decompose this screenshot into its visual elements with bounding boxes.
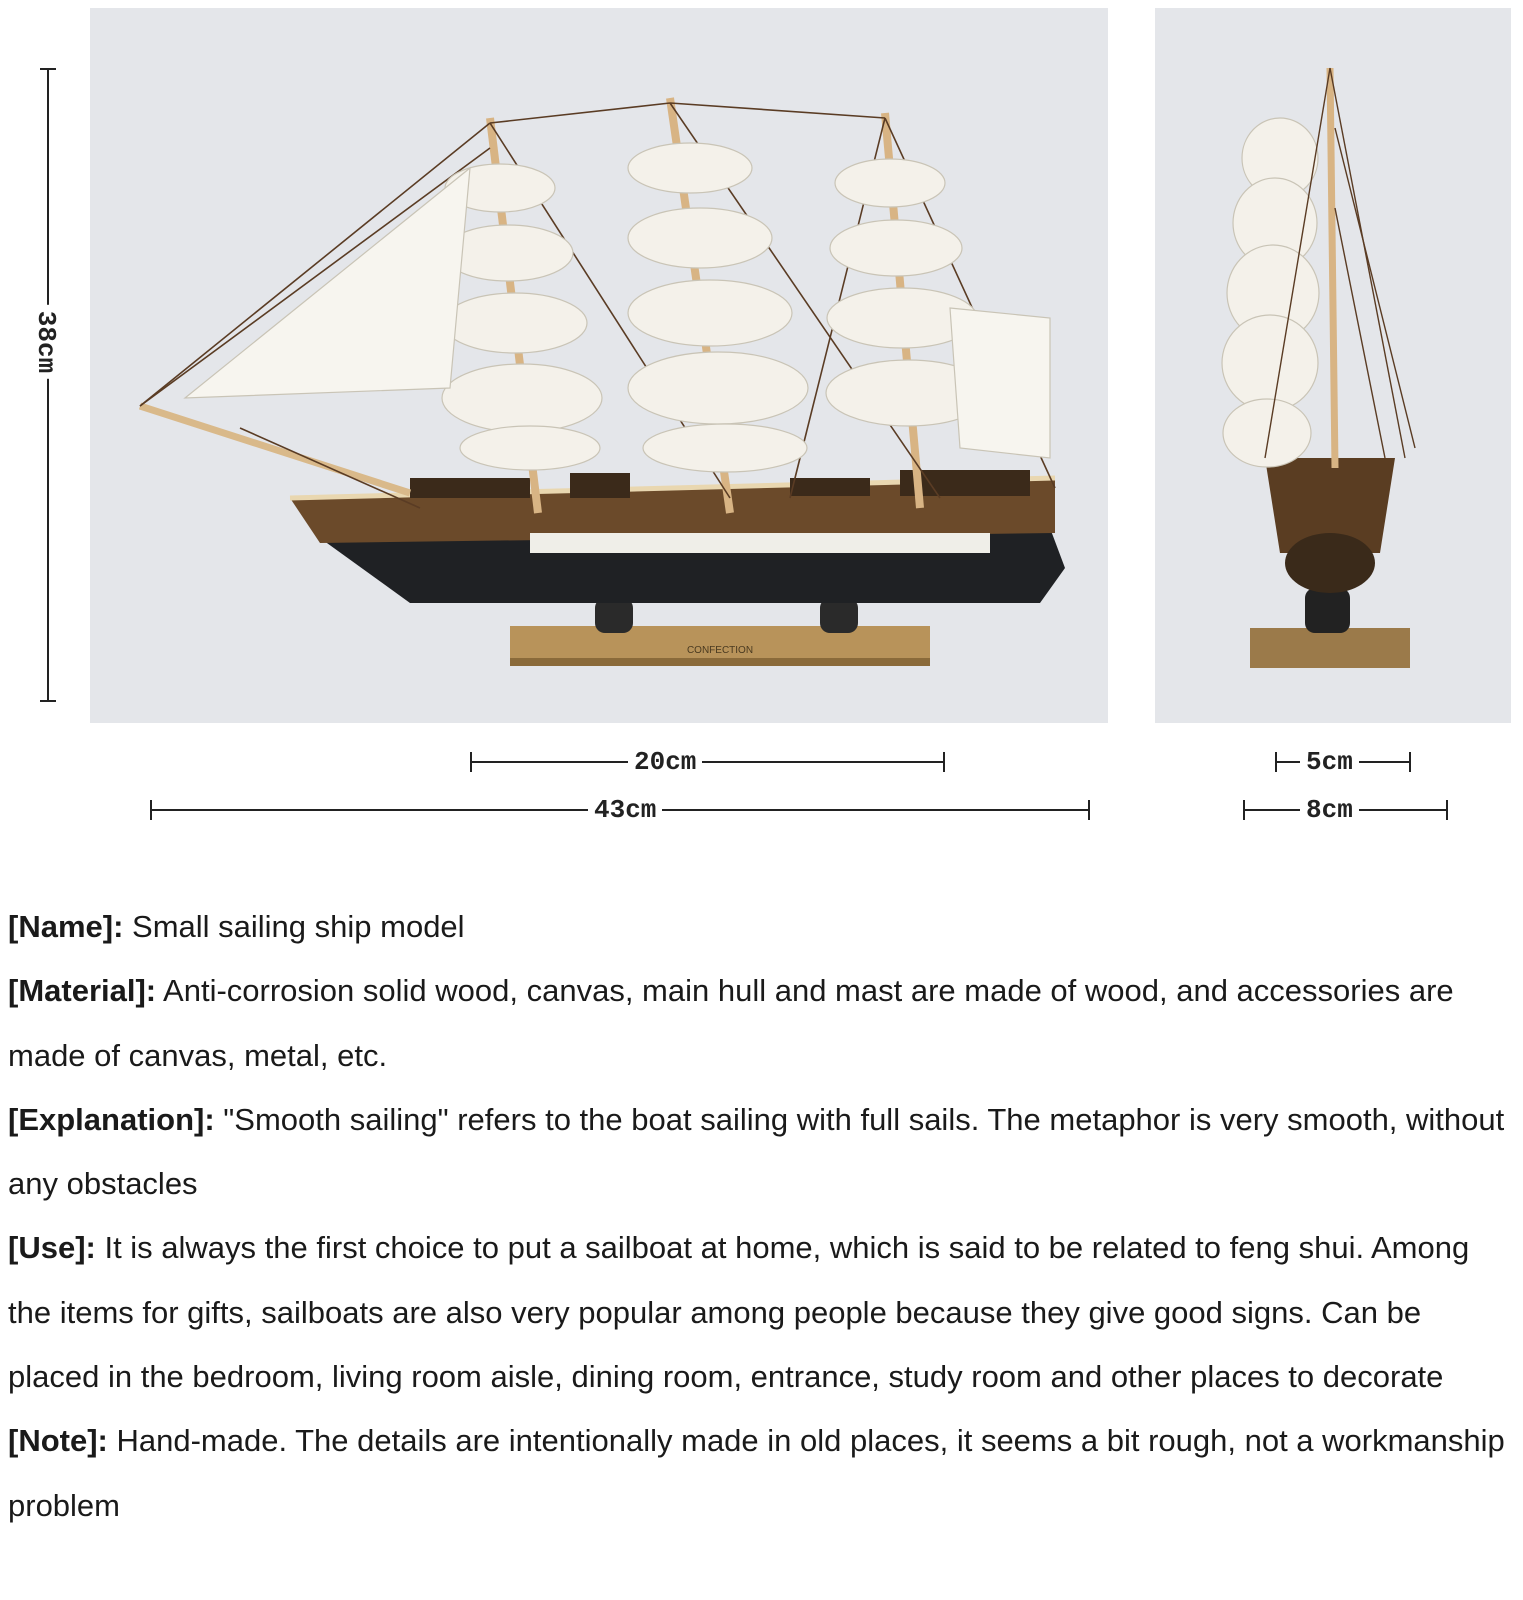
ship-front-view-photo bbox=[1155, 8, 1511, 723]
height-label: 38cm bbox=[31, 305, 61, 379]
mast-span-dimension bbox=[470, 752, 945, 777]
stand-post-right bbox=[820, 598, 858, 633]
front-outer-label: 8cm bbox=[1300, 795, 1359, 825]
explanation-key: [Explanation]: bbox=[8, 1101, 215, 1137]
height-dimension bbox=[40, 68, 60, 707]
use-value: It is always the first choice to put a sailboat at home, which is said to be related to feng shui. Among the items for gifts, sailboats are also very popular among people because they give good signs. Can be placed in the bedroom, living room aisle, dining room, entrance, study room and other places to decorate bbox=[8, 1230, 1470, 1395]
stand-text: CONFECTION bbox=[686, 645, 754, 656]
stand-base bbox=[510, 626, 930, 662]
explanation-value: "Smooth sailing" refers to the boat sailing with full sails. The metaphor is very smooth, without any obstacles bbox=[8, 1101, 1505, 1202]
note-value: Hand-made. The details are intentionally made in old places, it seems a bit rough, not a workmanship problem bbox=[8, 1423, 1505, 1523]
mast-span-label: 20cm bbox=[628, 747, 702, 777]
name-value: Small sailing ship model bbox=[123, 909, 465, 944]
use-line bbox=[8, 1216, 1513, 1409]
stand-base bbox=[1250, 628, 1410, 668]
name-key: [Name]: bbox=[8, 909, 124, 944]
length-label: 43cm bbox=[588, 795, 662, 825]
front-inner-label: 5cm bbox=[1300, 747, 1359, 777]
material-key: [Material]: bbox=[8, 973, 157, 1009]
ship-side-view-photo bbox=[90, 8, 1108, 723]
use-key: [Use]: bbox=[8, 1230, 96, 1266]
stand-post-left bbox=[595, 598, 633, 633]
name-line bbox=[8, 895, 1513, 959]
note-line bbox=[8, 1409, 1513, 1538]
note-key: [Note]: bbox=[8, 1423, 108, 1459]
material-value: Anti-corrosion solid wood, canvas, main hull and mast are made of wood, and accessories are made of canvas, metal, etc. bbox=[8, 973, 1454, 1073]
material-line bbox=[8, 959, 1513, 1088]
explanation-line bbox=[8, 1088, 1513, 1217]
product-description bbox=[8, 895, 1513, 1538]
